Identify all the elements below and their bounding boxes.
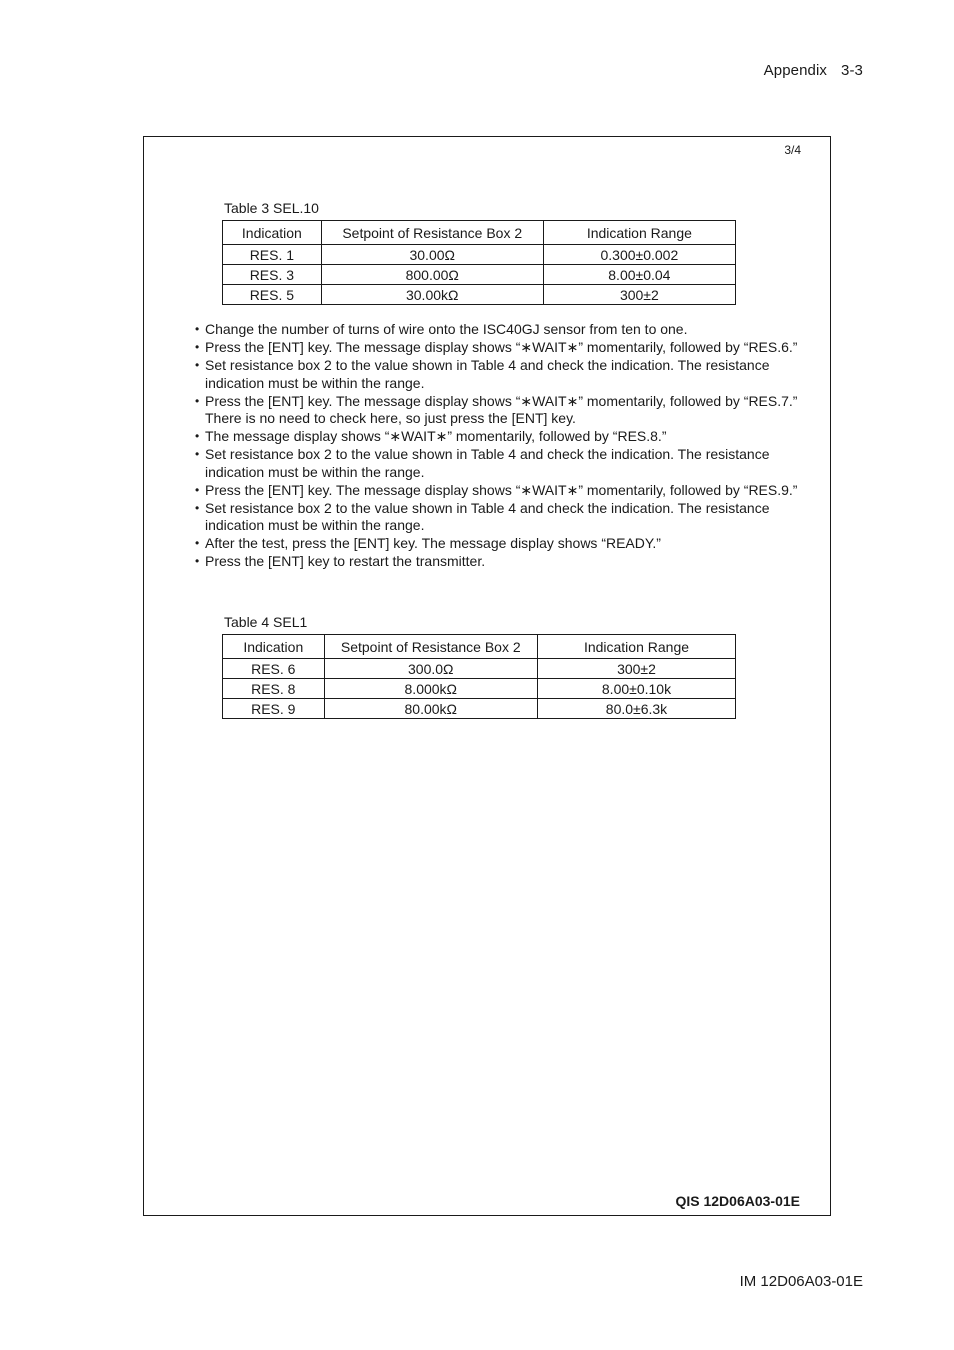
bullet-icon: • <box>195 322 200 336</box>
header-range: Indication Range <box>543 221 735 245</box>
section-label: Appendix <box>763 62 828 79</box>
cell-setpoint: 80.00kΩ <box>324 699 537 719</box>
table-header-row <box>223 221 736 245</box>
bullet-icon: • <box>195 393 200 408</box>
table4 <box>222 634 736 719</box>
cell-range: 300±2 <box>537 659 735 679</box>
table-header-row <box>223 635 736 659</box>
cell-indication: RES. 9 <box>223 699 325 719</box>
bullet-icon: • <box>195 340 200 354</box>
cell-indication: RES. 5 <box>223 285 322 305</box>
table3 <box>222 220 736 305</box>
list-item: • The message display shows “∗WAIT∗” momentarily, followed by “RES.8.” <box>195 428 667 444</box>
procedure-steps <box>195 321 805 571</box>
bullet-icon: • <box>195 500 200 515</box>
cell-setpoint: 8.000kΩ <box>324 679 537 699</box>
list-item: • Press the [ENT] key. The message display shows “∗WAIT∗” momentarily, followed by “RES.9.” <box>195 481 798 498</box>
table3-caption: Table 3 SEL.10 <box>224 200 319 216</box>
header-indication: Indication <box>223 635 325 659</box>
bullet-icon: • <box>195 358 200 372</box>
header-setpoint: Setpoint of Resistance Box 2 <box>321 221 543 245</box>
cell-setpoint: 30.00kΩ <box>321 285 543 305</box>
header-range: Indication Range <box>537 635 735 659</box>
cell-setpoint: 300.0Ω <box>324 659 537 679</box>
list-item: • Set resistance box 2 to the value shown in Table 4 and check the indication. The resistance indication must be within the range. <box>195 446 770 480</box>
header-setpoint: Setpoint of Resistance Box 2 <box>324 635 537 659</box>
table4-caption: Table 4 SEL1 <box>224 614 308 630</box>
table-row <box>223 285 736 305</box>
list-item: • Set resistance box 2 to the value shown in Table 4 and check the indication. The resistance indication must be within the range. <box>195 499 770 533</box>
bullet-icon: • <box>195 554 200 568</box>
cell-setpoint: 800.00Ω <box>321 265 543 285</box>
document-code: QIS 12D06A03-01E <box>675 1193 800 1209</box>
cell-indication: RES. 1 <box>223 245 322 265</box>
cell-indication: RES. 8 <box>223 679 325 699</box>
table-row <box>223 245 736 265</box>
cell-range: 8.00±0.10k <box>537 679 735 699</box>
bullet-icon: • <box>195 482 200 497</box>
header-indication: Indication <box>223 221 322 245</box>
cell-range: 80.0±6.3k <box>537 699 735 719</box>
list-item: • Press the [ENT] key. The message display shows “∗WAIT∗” momentarily, followed by “RES.7.” There is no need to check here, so just press the [ENT] key. <box>195 392 798 426</box>
bullet-icon: • <box>195 447 200 461</box>
table-row <box>223 265 736 285</box>
list-item: • Change the number of turns of wire onto the ISC40GJ sensor from ten to one. <box>195 321 688 337</box>
list-item: • Press the [ENT] key to restart the transmitter. <box>195 553 486 569</box>
manual-code: IM 12D06A03-01E <box>739 1273 863 1290</box>
table-row <box>223 699 736 719</box>
bullet-icon: • <box>195 536 200 550</box>
table-row <box>223 679 736 699</box>
cell-range: 0.300±0.002 <box>543 245 735 265</box>
list-item: • After the test, press the [ENT] key. The message display shows “READY.” <box>195 535 661 551</box>
cell-range: 8.00±0.04 <box>543 265 735 285</box>
list-item: • Press the [ENT] key. The message display shows “∗WAIT∗” momentarily, followed by “RES.6.” <box>195 339 798 355</box>
bullet-icon: • <box>195 429 200 443</box>
cell-range: 300±2 <box>543 285 735 305</box>
table-row <box>223 659 736 679</box>
cell-indication: RES. 6 <box>223 659 325 679</box>
list-item: • Set resistance box 2 to the value shown in Table 4 and check the indication. The resistance indication must be within the range. <box>195 357 770 391</box>
cell-setpoint: 30.00Ω <box>321 245 543 265</box>
sheet-number: 3/4 <box>784 143 801 157</box>
document-frame <box>143 136 831 1216</box>
cell-indication: RES. 3 <box>223 265 322 285</box>
page-header <box>764 62 863 79</box>
page-number: 3-3 <box>841 62 863 79</box>
